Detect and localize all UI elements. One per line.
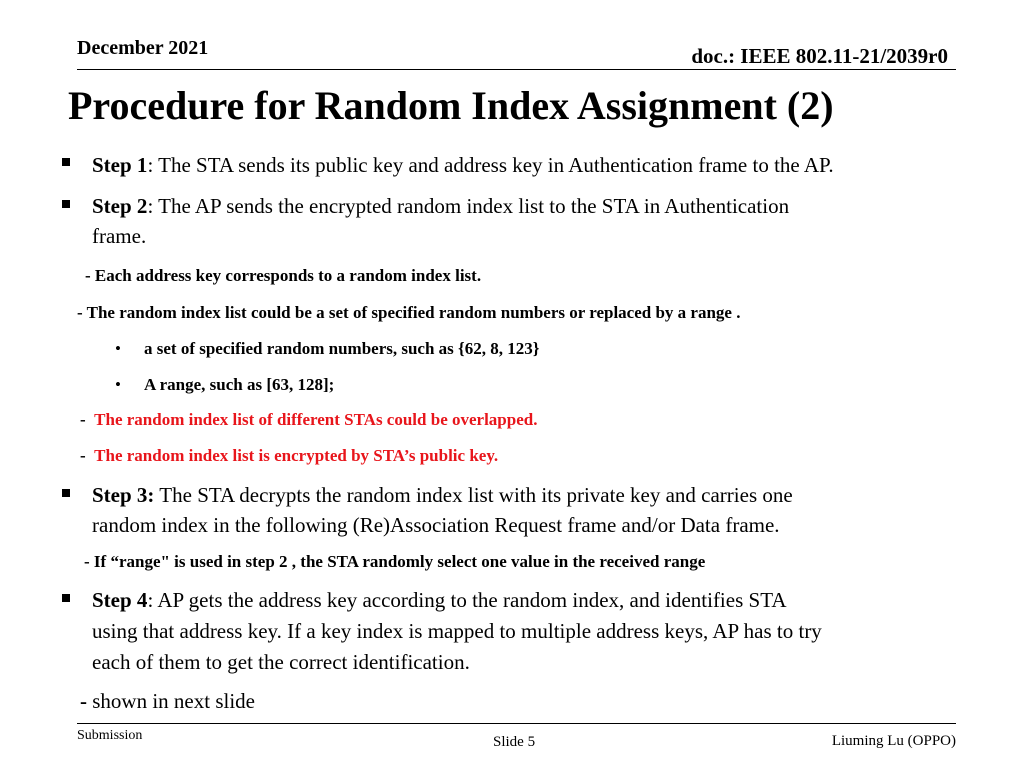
bullet-dot-icon: •	[115, 339, 121, 358]
footer-author: Liuming Lu (OPPO)	[831, 733, 956, 749]
red-note-encrypted: The random index list is encrypted by STA’s public key.	[94, 446, 499, 465]
step2-label: Step 2	[92, 194, 148, 218]
step2-text-1: : The AP sends the encrypted random index list to the STA in Authentication	[147, 194, 790, 218]
header-divider	[77, 69, 956, 70]
step4-line-2: using that address key. If a key index is mapped to multiple address keys, AP has to try	[92, 619, 822, 643]
red-note-overlap: The random index list of different STAs could be overlapped.	[94, 410, 538, 429]
step4-label: Step 4	[92, 588, 148, 612]
step4-text-1: : AP gets the address key according to the random index, and identifies STA	[147, 588, 787, 612]
square-bullet-icon	[62, 158, 70, 166]
step3-sub: - If “range" is used in step 2 , the STA randomly select one value in the received range	[84, 552, 706, 571]
dash: -	[80, 410, 86, 429]
step2-red-note-2	[80, 446, 498, 466]
step2-bullet-1: a set of specified random numbers, such as {62, 8, 123}	[144, 339, 540, 358]
step4-note-text: shown in next slide	[87, 689, 255, 713]
step2-sub-2: - The random index list could be a set of specified random numbers or replaced by a range .	[77, 303, 741, 322]
step2-bullet-2: A range, such as [63, 128];	[144, 375, 335, 394]
step3-text-1: The STA decrypts the random index list with its private key and carries one	[154, 483, 793, 507]
step3-line-2: random index in the following (Re)Association Request frame and/or Data frame.	[92, 513, 780, 537]
dash: -	[80, 446, 86, 465]
step3-label: Step 3:	[92, 483, 155, 507]
square-bullet-icon	[62, 594, 70, 602]
step2-line-1	[92, 194, 789, 219]
footer-divider	[77, 723, 956, 724]
step2-red-note-1	[80, 410, 537, 430]
step2-sub-1: - Each address key corresponds to a random index list.	[85, 266, 482, 285]
square-bullet-icon	[62, 200, 70, 208]
footer-slide-number: Slide 5	[493, 734, 536, 750]
header-date: December 2021	[77, 37, 209, 59]
header-doc-id: doc.: IEEE 802.11-21/2039r0	[691, 44, 948, 68]
slide-title: Procedure for Random Index Assignment (2)	[68, 83, 834, 128]
square-bullet-icon	[62, 489, 70, 497]
step4-line-3: each of them to get the correct identification.	[92, 650, 470, 674]
step1-text: : The STA sends its public key and address key in Authentication frame to the AP.	[147, 153, 834, 177]
footer-submission: Submission	[77, 728, 143, 743]
step4-line-1	[92, 588, 787, 613]
step4-note	[80, 689, 255, 714]
step2-line-2: frame.	[92, 224, 147, 248]
bullet-dot-icon: •	[115, 375, 121, 394]
step1-line	[92, 153, 834, 178]
dash: -	[80, 689, 87, 713]
step1-label: Step 1	[92, 153, 148, 177]
step3-line-1	[92, 483, 793, 508]
